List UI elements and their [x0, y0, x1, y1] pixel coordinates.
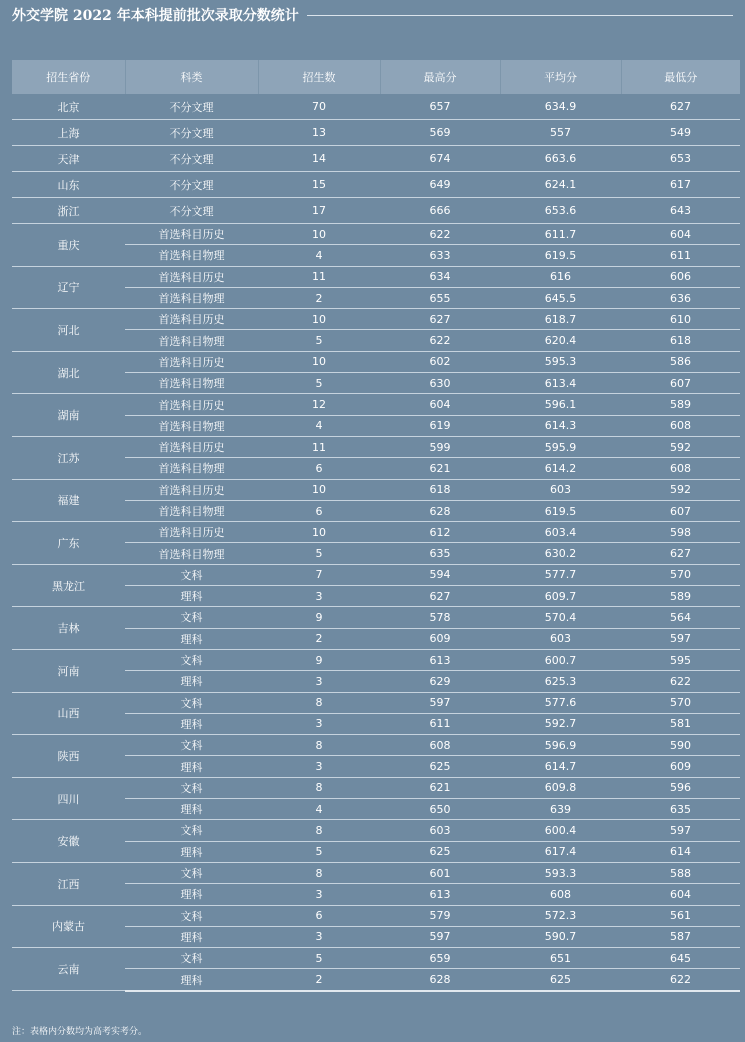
enrollment-cell: 8 — [258, 777, 380, 798]
avg-score-cell: 653.6 — [500, 198, 621, 224]
province-cell: 浙江 — [12, 198, 125, 224]
enrollment-cell: 5 — [258, 948, 380, 969]
province-cell: 重庆 — [12, 224, 125, 267]
avg-score-cell: 617.4 — [500, 841, 621, 862]
avg-score-cell: 645.5 — [500, 287, 621, 308]
category-cell: 文科 — [125, 862, 258, 883]
min-score-cell: 636 — [621, 287, 740, 308]
province-cell: 四川 — [12, 777, 125, 820]
category-cell: 首选科目物理 — [125, 287, 258, 308]
max-score-cell: 627 — [380, 586, 500, 607]
page-title: 外交学院 2022 年本科提前批次录取分数统计 — [12, 8, 299, 24]
category-cell: 首选科目历史 — [125, 309, 258, 330]
avg-score-cell: 620.4 — [500, 330, 621, 351]
category-cell: 首选科目历史 — [125, 224, 258, 245]
enrollment-cell: 8 — [258, 820, 380, 841]
avg-score-cell: 570.4 — [500, 607, 621, 628]
max-score-cell: 597 — [380, 926, 500, 947]
category-cell: 理科 — [125, 884, 258, 905]
min-score-cell: 643 — [621, 198, 740, 224]
enrollment-cell: 11 — [258, 266, 380, 287]
table-row — [12, 120, 740, 146]
category-cell: 文科 — [125, 735, 258, 756]
max-score-cell: 612 — [380, 522, 500, 543]
max-score-cell: 621 — [380, 458, 500, 479]
category-cell: 不分文理 — [125, 120, 258, 146]
avg-score-cell: 625 — [500, 969, 621, 991]
category-cell: 文科 — [125, 692, 258, 713]
avg-score-cell: 596.1 — [500, 394, 621, 415]
category-cell: 首选科目物理 — [125, 500, 258, 521]
province-cell: 北京 — [12, 94, 125, 120]
enrollment-cell: 4 — [258, 415, 380, 436]
enrollment-cell: 3 — [258, 671, 380, 692]
min-score-cell: 589 — [621, 394, 740, 415]
max-score-cell: 619 — [380, 415, 500, 436]
avg-score-cell: 603 — [500, 479, 621, 500]
province-cell: 山东 — [12, 172, 125, 198]
max-score-cell: 634 — [380, 266, 500, 287]
avg-score-cell: 613.4 — [500, 373, 621, 394]
province-cell: 山西 — [12, 692, 125, 735]
enrollment-cell: 4 — [258, 799, 380, 820]
max-score-cell: 666 — [380, 198, 500, 224]
min-score-cell: 611 — [621, 245, 740, 266]
enrollment-cell: 15 — [258, 172, 380, 198]
enrollment-cell: 2 — [258, 287, 380, 308]
table-row — [12, 351, 740, 372]
category-cell: 首选科目历史 — [125, 394, 258, 415]
min-score-cell: 645 — [621, 948, 740, 969]
min-score-cell: 607 — [621, 373, 740, 394]
avg-score-cell: 557 — [500, 120, 621, 146]
max-score-cell: 629 — [380, 671, 500, 692]
min-score-cell: 635 — [621, 799, 740, 820]
min-score-cell: 598 — [621, 522, 740, 543]
enrollment-cell: 9 — [258, 607, 380, 628]
enrollment-cell: 6 — [258, 905, 380, 926]
min-score-cell: 586 — [621, 351, 740, 372]
enrollment-cell: 5 — [258, 373, 380, 394]
enrollment-cell: 5 — [258, 543, 380, 564]
min-score-cell: 617 — [621, 172, 740, 198]
enrollment-cell: 13 — [258, 120, 380, 146]
category-cell: 首选科目历史 — [125, 522, 258, 543]
table-row — [12, 224, 740, 245]
category-cell: 理科 — [125, 671, 258, 692]
max-score-cell: 627 — [380, 309, 500, 330]
province-cell: 湖北 — [12, 351, 125, 394]
avg-score-cell: 625.3 — [500, 671, 621, 692]
category-cell: 首选科目物理 — [125, 373, 258, 394]
header-max-score: 最高分 — [380, 60, 500, 94]
max-score-cell: 625 — [380, 841, 500, 862]
max-score-cell: 635 — [380, 543, 500, 564]
avg-score-cell: 619.5 — [500, 245, 621, 266]
table-row — [12, 198, 740, 224]
enrollment-cell: 5 — [258, 841, 380, 862]
category-cell: 文科 — [125, 564, 258, 585]
max-score-cell: 633 — [380, 245, 500, 266]
min-score-cell: 590 — [621, 735, 740, 756]
avg-score-cell: 609.8 — [500, 777, 621, 798]
enrollment-cell: 6 — [258, 458, 380, 479]
max-score-cell: 609 — [380, 628, 500, 649]
min-score-cell: 549 — [621, 120, 740, 146]
max-score-cell: 625 — [380, 756, 500, 777]
min-score-cell: 604 — [621, 884, 740, 905]
category-cell: 理科 — [125, 756, 258, 777]
min-score-cell: 597 — [621, 628, 740, 649]
province-cell: 河南 — [12, 649, 125, 692]
max-score-cell: 650 — [380, 799, 500, 820]
avg-score-cell: 651 — [500, 948, 621, 969]
min-score-cell: 589 — [621, 586, 740, 607]
min-score-cell: 588 — [621, 862, 740, 883]
avg-score-cell: 624.1 — [500, 172, 621, 198]
province-cell: 安徽 — [12, 820, 125, 863]
enrollment-cell: 10 — [258, 522, 380, 543]
category-cell: 理科 — [125, 926, 258, 947]
province-cell: 湖南 — [12, 394, 125, 437]
min-score-cell: 606 — [621, 266, 740, 287]
avg-score-cell: 593.3 — [500, 862, 621, 883]
min-score-cell: 604 — [621, 224, 740, 245]
min-score-cell: 622 — [621, 969, 740, 991]
province-cell: 福建 — [12, 479, 125, 522]
enrollment-cell: 3 — [258, 586, 380, 607]
avg-score-cell: 618.7 — [500, 309, 621, 330]
max-score-cell: 618 — [380, 479, 500, 500]
max-score-cell: 628 — [380, 500, 500, 521]
min-score-cell: 595 — [621, 649, 740, 670]
category-cell: 首选科目历史 — [125, 266, 258, 287]
category-cell: 文科 — [125, 820, 258, 841]
province-cell: 广东 — [12, 522, 125, 565]
enrollment-cell: 3 — [258, 884, 380, 905]
min-score-cell: 561 — [621, 905, 740, 926]
min-score-cell: 570 — [621, 564, 740, 585]
category-cell: 文科 — [125, 777, 258, 798]
enrollment-cell: 10 — [258, 351, 380, 372]
title-rule — [307, 15, 733, 16]
category-cell: 文科 — [125, 905, 258, 926]
title-row — [12, 5, 733, 25]
enrollment-cell: 10 — [258, 224, 380, 245]
enrollment-cell: 17 — [258, 198, 380, 224]
max-score-cell: 621 — [380, 777, 500, 798]
enrollment-cell: 11 — [258, 436, 380, 457]
avg-score-cell: 609.7 — [500, 586, 621, 607]
table-row — [12, 692, 740, 713]
province-cell: 河北 — [12, 309, 125, 352]
min-score-cell: 597 — [621, 820, 740, 841]
footnote: 注：表格内分数均为高考实考分。 — [12, 1027, 148, 1037]
enrollment-cell: 8 — [258, 862, 380, 883]
category-cell: 理科 — [125, 799, 258, 820]
min-score-cell: 581 — [621, 713, 740, 734]
min-score-cell: 618 — [621, 330, 740, 351]
enrollment-cell: 70 — [258, 94, 380, 120]
max-score-cell: 622 — [380, 330, 500, 351]
header-min-score: 最低分 — [621, 60, 740, 94]
max-score-cell: 611 — [380, 713, 500, 734]
enrollment-cell: 6 — [258, 500, 380, 521]
max-score-cell: 613 — [380, 884, 500, 905]
enrollment-cell: 2 — [258, 969, 380, 991]
category-cell: 不分文理 — [125, 146, 258, 172]
category-cell: 首选科目历史 — [125, 436, 258, 457]
table-row — [12, 649, 740, 670]
category-cell: 文科 — [125, 649, 258, 670]
min-score-cell: 570 — [621, 692, 740, 713]
category-cell: 首选科目物理 — [125, 330, 258, 351]
min-score-cell: 609 — [621, 756, 740, 777]
min-score-cell: 596 — [621, 777, 740, 798]
max-score-cell: 603 — [380, 820, 500, 841]
category-cell: 理科 — [125, 713, 258, 734]
enrollment-cell: 7 — [258, 564, 380, 585]
province-cell: 吉林 — [12, 607, 125, 650]
max-score-cell: 628 — [380, 969, 500, 991]
province-cell: 黑龙江 — [12, 564, 125, 607]
table-row — [12, 94, 740, 120]
table-row — [12, 777, 740, 798]
category-cell: 首选科目历史 — [125, 479, 258, 500]
max-score-cell: 613 — [380, 649, 500, 670]
avg-score-cell: 592.7 — [500, 713, 621, 734]
avg-score-cell: 616 — [500, 266, 621, 287]
max-score-cell: 674 — [380, 146, 500, 172]
min-score-cell: 564 — [621, 607, 740, 628]
avg-score-cell: 572.3 — [500, 905, 621, 926]
max-score-cell: 594 — [380, 564, 500, 585]
category-cell: 文科 — [125, 607, 258, 628]
max-score-cell: 569 — [380, 120, 500, 146]
max-score-cell: 657 — [380, 94, 500, 120]
table-row — [12, 394, 740, 415]
max-score-cell: 604 — [380, 394, 500, 415]
min-score-cell: 608 — [621, 415, 740, 436]
avg-score-cell: 630.2 — [500, 543, 621, 564]
min-score-cell: 614 — [621, 841, 740, 862]
max-score-cell: 659 — [380, 948, 500, 969]
category-cell: 首选科目物理 — [125, 543, 258, 564]
province-cell: 陕西 — [12, 735, 125, 778]
min-score-cell: 627 — [621, 94, 740, 120]
enrollment-cell: 9 — [258, 649, 380, 670]
avg-score-cell: 596.9 — [500, 735, 621, 756]
min-score-cell: 607 — [621, 500, 740, 521]
table-row — [12, 905, 740, 926]
avg-score-cell: 639 — [500, 799, 621, 820]
avg-score-cell: 634.9 — [500, 94, 621, 120]
avg-score-cell: 595.9 — [500, 436, 621, 457]
table-row — [12, 479, 740, 500]
header-province: 招生省份 — [12, 60, 125, 94]
enrollment-cell: 8 — [258, 735, 380, 756]
avg-score-cell: 663.6 — [500, 146, 621, 172]
table-row — [12, 172, 740, 198]
table-row — [12, 820, 740, 841]
table-row — [12, 948, 740, 969]
category-cell: 理科 — [125, 628, 258, 649]
table-body — [12, 94, 740, 991]
enrollment-cell: 4 — [258, 245, 380, 266]
avg-score-cell: 600.7 — [500, 649, 621, 670]
province-cell: 江苏 — [12, 436, 125, 479]
max-score-cell: 608 — [380, 735, 500, 756]
max-score-cell: 579 — [380, 905, 500, 926]
min-score-cell: 608 — [621, 458, 740, 479]
category-cell: 理科 — [125, 586, 258, 607]
avg-score-cell: 600.4 — [500, 820, 621, 841]
province-cell: 内蒙古 — [12, 905, 125, 948]
enrollment-cell: 12 — [258, 394, 380, 415]
province-cell: 江西 — [12, 862, 125, 905]
min-score-cell: 592 — [621, 436, 740, 457]
table-row — [12, 862, 740, 883]
enrollment-cell: 3 — [258, 756, 380, 777]
category-cell: 首选科目物理 — [125, 415, 258, 436]
avg-score-cell: 619.5 — [500, 500, 621, 521]
category-cell: 首选科目物理 — [125, 245, 258, 266]
max-score-cell: 599 — [380, 436, 500, 457]
min-score-cell: 627 — [621, 543, 740, 564]
min-score-cell: 587 — [621, 926, 740, 947]
max-score-cell: 649 — [380, 172, 500, 198]
enrollment-cell: 5 — [258, 330, 380, 351]
province-cell: 天津 — [12, 146, 125, 172]
category-cell: 理科 — [125, 841, 258, 862]
table-row — [12, 607, 740, 628]
min-score-cell: 610 — [621, 309, 740, 330]
enrollment-cell: 10 — [258, 479, 380, 500]
avg-score-cell: 614.3 — [500, 415, 621, 436]
avg-score-cell: 595.3 — [500, 351, 621, 372]
enrollment-cell: 14 — [258, 146, 380, 172]
header-avg-score: 平均分 — [500, 60, 621, 94]
table-header — [12, 60, 740, 94]
max-score-cell: 630 — [380, 373, 500, 394]
table-row — [12, 735, 740, 756]
min-score-cell: 653 — [621, 146, 740, 172]
table-row — [12, 266, 740, 287]
avg-score-cell: 577.6 — [500, 692, 621, 713]
category-cell: 不分文理 — [125, 172, 258, 198]
avg-score-cell: 603 — [500, 628, 621, 649]
category-cell: 首选科目物理 — [125, 458, 258, 479]
category-cell: 不分文理 — [125, 94, 258, 120]
category-cell: 不分文理 — [125, 198, 258, 224]
category-cell: 首选科目历史 — [125, 351, 258, 372]
enrollment-cell: 10 — [258, 309, 380, 330]
province-cell: 云南 — [12, 948, 125, 991]
header-enrollment: 招生数 — [258, 60, 380, 94]
header-category: 科类 — [125, 60, 258, 94]
avg-score-cell: 611.7 — [500, 224, 621, 245]
avg-score-cell: 590.7 — [500, 926, 621, 947]
enrollment-cell: 3 — [258, 926, 380, 947]
avg-score-cell: 577.7 — [500, 564, 621, 585]
enrollment-cell: 3 — [258, 713, 380, 734]
max-score-cell: 622 — [380, 224, 500, 245]
table-row — [12, 146, 740, 172]
category-cell: 文科 — [125, 948, 258, 969]
province-cell: 上海 — [12, 120, 125, 146]
avg-score-cell: 614.7 — [500, 756, 621, 777]
avg-score-cell: 614.2 — [500, 458, 621, 479]
avg-score-cell: 608 — [500, 884, 621, 905]
enrollment-cell: 8 — [258, 692, 380, 713]
min-score-cell: 622 — [621, 671, 740, 692]
avg-score-cell: 603.4 — [500, 522, 621, 543]
max-score-cell: 601 — [380, 862, 500, 883]
table-row — [12, 309, 740, 330]
table-row — [12, 522, 740, 543]
max-score-cell: 597 — [380, 692, 500, 713]
province-cell: 辽宁 — [12, 266, 125, 309]
table-row — [12, 564, 740, 585]
category-cell: 理科 — [125, 969, 258, 991]
admission-scores-table — [12, 60, 740, 992]
min-score-cell: 592 — [621, 479, 740, 500]
max-score-cell: 655 — [380, 287, 500, 308]
max-score-cell: 602 — [380, 351, 500, 372]
enrollment-cell: 2 — [258, 628, 380, 649]
table-row — [12, 436, 740, 457]
max-score-cell: 578 — [380, 607, 500, 628]
